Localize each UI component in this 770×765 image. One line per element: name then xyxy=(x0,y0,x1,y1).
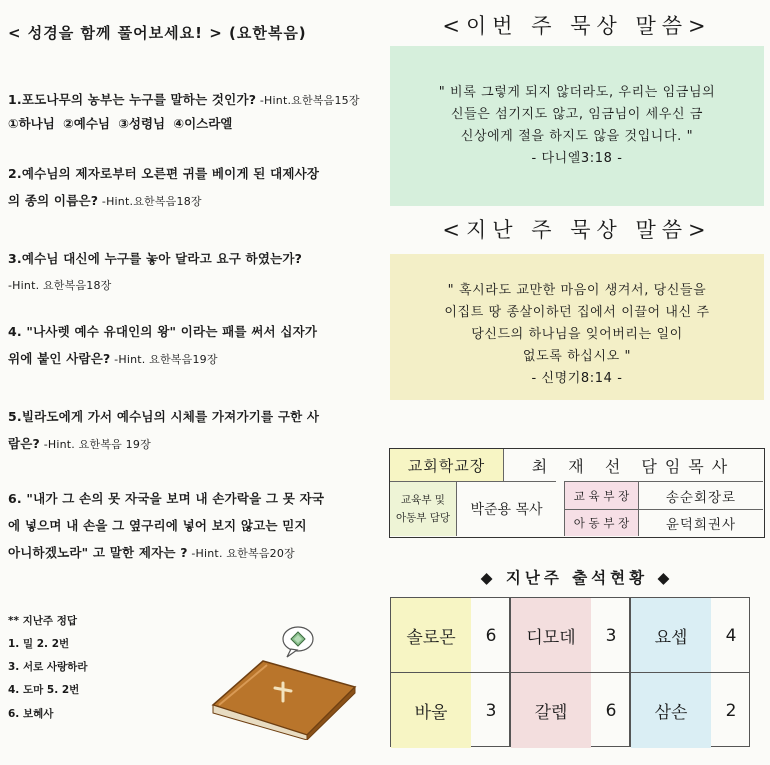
question-4-line-2: 위에 붙인 사람은? xyxy=(8,351,111,366)
last-week-verse-line-1: " 혹시라도 교만한 마음이 생겨서, 당신들을 xyxy=(447,283,707,298)
last-week-verse-heading: <지난 주 묵상 말씀> xyxy=(442,218,712,242)
dept-label-line-2: 아동부 담당 xyxy=(395,512,451,524)
attendance-group-name: 삼손 xyxy=(631,673,711,748)
this-week-verse-line-2: 신들은 섬기지도 않고, 임금님이 세우신 금 xyxy=(450,107,704,122)
attendance-group-name: 디모데 xyxy=(511,598,591,673)
this-week-verse-line-1: " 비록 그렇게 되지 않더라도, 우리는 임금님의 xyxy=(438,85,716,100)
question-2-line-1: 2.예수님의 제자로부터 오른편 귀를 베이게 된 대제사장 xyxy=(8,166,320,181)
this-week-verse-reference: - 다니엘3:18 - xyxy=(531,151,623,166)
question-3 xyxy=(8,245,380,299)
principal-label: 교회학교장 xyxy=(390,449,503,481)
this-week-verse-line-3: 신상에게 절을 하지도 않을 것입니다. " xyxy=(460,129,694,144)
attendance-group-count: 2 xyxy=(725,700,737,721)
question-6-hint: -Hint. 요한복음20장 xyxy=(187,547,295,560)
last-week-verse-line-3: 당신드의 하나님을 잊어버리는 일이 xyxy=(471,327,683,342)
dept-value: 박준용 목사 xyxy=(456,481,556,536)
question-4 xyxy=(8,318,380,373)
attendance-group-count: 3 xyxy=(605,625,617,646)
attendance-group-count: 6 xyxy=(605,700,617,721)
question-5 xyxy=(8,403,380,458)
attendance-group-name: 바울 xyxy=(391,673,471,748)
edu-head-value: 송순회장로 xyxy=(638,481,763,509)
this-week-verse-box xyxy=(390,46,764,206)
question-1 xyxy=(8,86,380,114)
question-4-line-1: 4. "나사렛 예수 유대인의 왕" 이라는 패를 써서 십자가 xyxy=(8,324,318,339)
attendance-group-name: 요셉 xyxy=(631,598,711,673)
staff-table xyxy=(389,448,765,538)
question-4-hint: -Hint. 요한복음19장 xyxy=(110,353,218,366)
attendance-group-count: 6 xyxy=(485,625,497,646)
attendance-group-name: 갈렙 xyxy=(511,673,591,748)
answers-line-1: 1. 밀 2. 2번 xyxy=(8,638,70,650)
last-week-verse-line-4: 없도록 하십시오 " xyxy=(522,349,632,364)
attendance-box-3 xyxy=(630,597,750,747)
last-week-verse-reference: - 신명기8:14 - xyxy=(531,371,623,386)
bible-illustration xyxy=(205,625,360,740)
this-week-verse-heading: <이번 주 묵상 말씀> xyxy=(442,14,712,38)
question-6-line-3: 아니하겠노라" 고 말한 제자는 ? xyxy=(8,545,188,560)
speech-bubble-icon xyxy=(283,627,313,657)
dept-label xyxy=(390,481,456,536)
question-1-hint: -Hint.요한복음15장 xyxy=(256,94,360,107)
attendance-group-count: 4 xyxy=(725,625,737,646)
attendance-group-name: 솔로몬 xyxy=(391,598,471,673)
attendance-box-2 xyxy=(510,597,630,747)
child-head-label: 아 동 부 장 xyxy=(564,509,638,536)
attendance-box-1 xyxy=(390,597,510,747)
quiz-title: < 성경을 함께 풀어보세요! > (요한복음) xyxy=(8,24,307,42)
last-week-verse-box xyxy=(390,254,764,400)
last-week-verse-line-2: 이집트 땅 종살이하던 집에서 이끌어 내신 주 xyxy=(444,305,710,320)
question-5-line-1: 5.빌라도에게 가서 예수님의 시체를 가져가기를 구한 사 xyxy=(8,409,320,424)
question-6-line-2: 에 넣으며 내 손을 그 옆구리에 넣어 보지 않고는 믿지 xyxy=(8,518,307,533)
question-1-text: 1.포도나무의 농부는 누구를 말하는 것인가? xyxy=(8,92,257,107)
book-icon xyxy=(213,661,355,740)
answers-line-4: 6. 보혜사 xyxy=(8,708,54,720)
edu-head-label: 교 육 부 장 xyxy=(564,481,638,509)
dept-label-line-1: 교육부 및 xyxy=(401,494,445,506)
question-2-hint: -Hint.요한복음18장 xyxy=(98,195,202,208)
principal-value: 최 재 선 담임목사 xyxy=(503,449,763,481)
answers-line-3: 4. 도마 5. 2번 xyxy=(8,684,80,696)
question-5-line-2: 람은? xyxy=(8,436,41,451)
question-2-line-2: 의 종의 이름은? xyxy=(8,193,99,208)
attendance-group-count: 3 xyxy=(485,700,497,721)
question-1-options: ①하나님 ②예수님 ③성령님 ④이스라엘 xyxy=(8,116,233,131)
answers-line-2: 3. 서로 사랑하라 xyxy=(8,661,88,673)
question-5-hint: -Hint. 요한복음 19장 xyxy=(40,438,151,451)
child-head-value: 윤덕희권사 xyxy=(638,509,763,536)
question-6-line-1: 6. "내가 그 손의 못 자국을 보며 내 손가락을 그 못 자국 xyxy=(8,491,325,506)
question-6 xyxy=(8,485,380,567)
question-2 xyxy=(8,160,380,215)
question-3-line-1: 3.예수님 대신에 누구를 놓아 달라고 요구 하였는가? xyxy=(8,251,303,266)
answers-title: ** 지난주 정답 xyxy=(8,615,78,627)
attendance-title: ◆ 지난주 출석현황 ◆ xyxy=(480,569,674,587)
question-3-hint: -Hint. 요한복음18장 xyxy=(8,279,112,292)
